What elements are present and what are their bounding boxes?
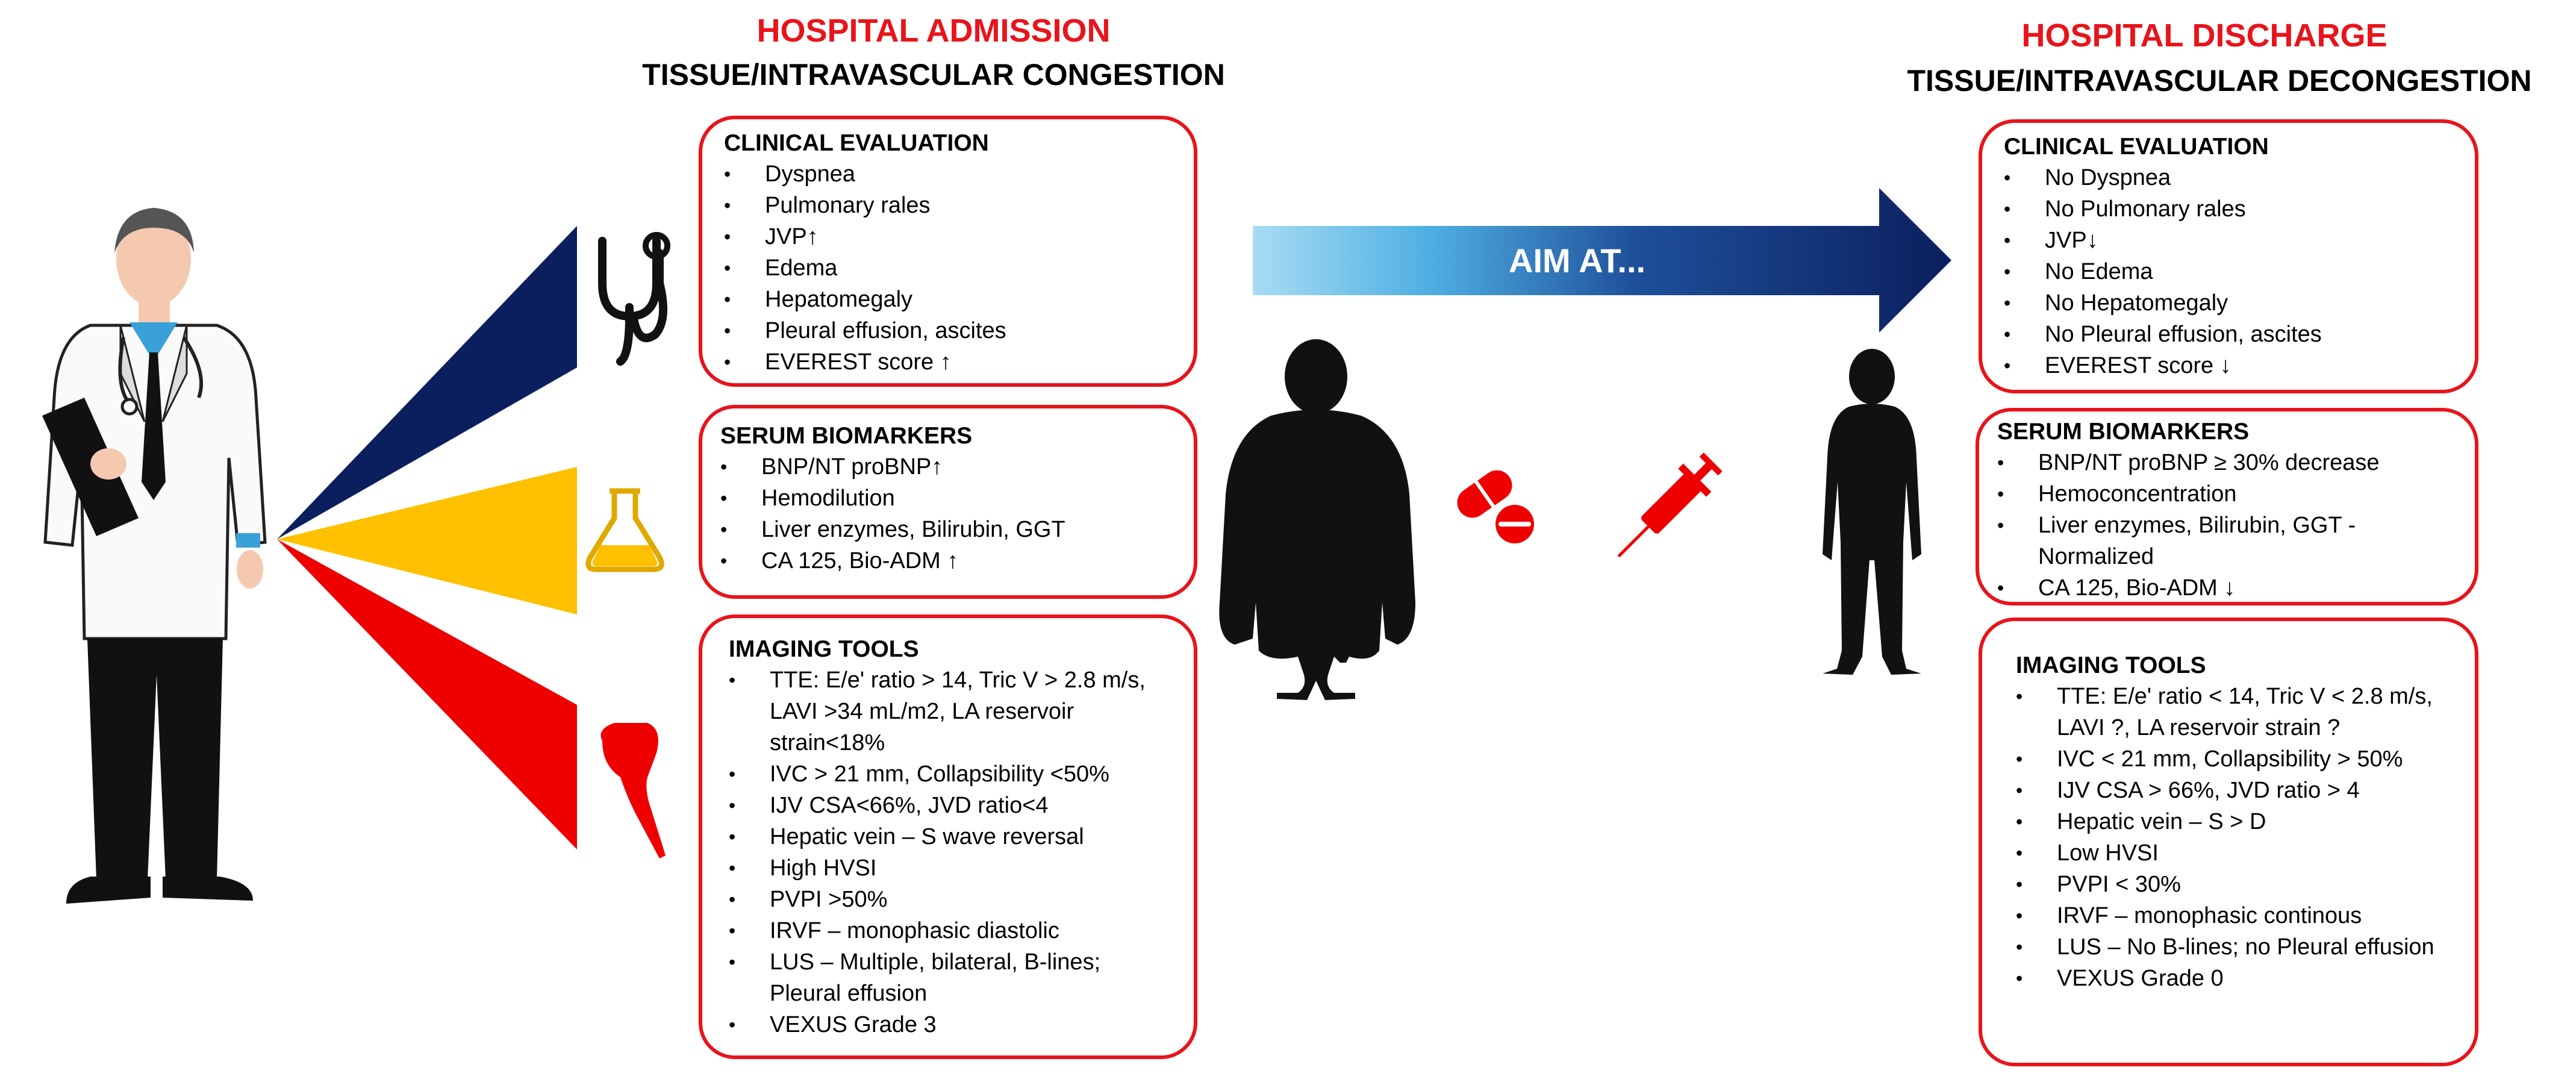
discharge-title: HOSPITAL DISCHARGE: [2021, 17, 2387, 54]
flask-icon: [588, 491, 662, 569]
list-item: • TTE: E/e' ratio > 14, Tric V > 2.8 m/s, LAVI >34 mL/m2, LA reservoir strain<18%: [729, 665, 1167, 758]
list-item: • Pleural effusion, ascites: [724, 315, 1172, 346]
list-item: • VEXUS Grade 0: [2016, 963, 2448, 994]
discharge-biomarkers-list: [1997, 447, 2457, 604]
admission-clinical-box: [699, 116, 1197, 387]
list-item: • IVC > 21 mm, Collapsibility <50%: [729, 758, 1167, 790]
list-item: • Dyspnea: [724, 158, 1172, 190]
list-item: • LUS – Multiple, bilateral, B-lines; Pleural effusion: [729, 946, 1167, 1009]
list-item: • Edema: [724, 252, 1172, 284]
admission-imaging-box: [699, 614, 1197, 1059]
aim-arrow-label: AIM AT...: [1509, 242, 1646, 280]
list-item: • IJV CSA > 66%, JVD ratio > 4: [2016, 775, 2448, 806]
list-item: • CA 125, Bio-ADM ↓: [1997, 572, 2457, 604]
list-item: • No Edema: [2004, 256, 2453, 287]
list-item: • No Hepatomegaly: [2004, 287, 2453, 319]
list-item: • PVPI < 30%: [2016, 869, 2448, 900]
yellow-wedge: [277, 467, 577, 614]
list-item: • Hemoconcentration: [1997, 478, 2457, 510]
slim-person-icon: [1823, 349, 1921, 675]
discharge-subtitle: TISSUE/INTRAVASCULAR DECONGESTION: [1907, 64, 2532, 98]
list-item: • IJV CSA<66%, JVD ratio<4: [729, 790, 1167, 821]
admission-clinical-list: [724, 158, 1172, 378]
list-item: • No Dyspnea: [2004, 162, 2453, 193]
list-item: • No Pleural effusion, ascites: [2004, 319, 2453, 350]
list-item: • LUS – No B-lines; no Pleural effusion: [2016, 931, 2448, 963]
list-item: • Hepatic vein – S > D: [2016, 806, 2448, 837]
discharge-imaging-box: [1979, 618, 2478, 1066]
list-item: • Hemodilution: [720, 483, 1176, 514]
admission-biomarkers-heading: SERUM BIOMARKERS: [720, 423, 973, 449]
list-item: • BNP/NT proBNP↑: [720, 451, 1176, 483]
admission-biomarkers-box: [699, 405, 1197, 599]
list-item: • EVEREST score ↑: [724, 346, 1172, 378]
pills-icon: [1452, 464, 1534, 543]
list-item: • JVP↓: [2004, 225, 2453, 256]
discharge-imaging-list: [2016, 681, 2448, 994]
list-item: • Hepatomegaly: [724, 284, 1172, 315]
list-item: • Hepatic vein – S wave reversal: [729, 821, 1167, 852]
list-item: • IRVF – monophasic continous: [2016, 900, 2448, 931]
admission-title: HOSPITAL ADMISSION: [756, 13, 1111, 49]
list-item: • BNP/NT proBNP ≥ 30% decrease: [1997, 447, 2457, 478]
admission-subtitle: TISSUE/INTRAVASCULAR CONGESTION: [642, 58, 1225, 92]
list-item: • Pulmonary rales: [724, 190, 1172, 221]
list-item: • VEXUS Grade 3: [729, 1009, 1167, 1040]
ultrasound-probe-icon: [601, 723, 666, 858]
admission-imaging-list: [729, 665, 1167, 1040]
admission-imaging-heading: IMAGING TOOLS: [729, 636, 919, 662]
admission-biomarkers-list: [720, 451, 1176, 577]
list-item: • Liver enzymes, Bilirubin, GGT - Normalized: [1997, 510, 2457, 572]
list-item: • No Pulmonary rales: [2004, 193, 2453, 225]
discharge-biomarkers-box: [1976, 408, 2478, 605]
list-item: • JVP↑: [724, 221, 1172, 252]
discharge-clinical-box: [1979, 119, 2478, 393]
discharge-imaging-heading: IMAGING TOOLS: [2016, 652, 2206, 678]
list-item: • IVC < 21 mm, Collapsibility > 50%: [2016, 743, 2448, 775]
doctor-icon: [42, 208, 265, 904]
list-item: • IRVF – monophasic diastolic: [729, 915, 1167, 946]
obese-person-icon: [1219, 339, 1415, 700]
list-item: • High HVSI: [729, 852, 1167, 884]
list-item: • PVPI >50%: [729, 884, 1167, 915]
list-item: • CA 125, Bio-ADM ↑: [720, 545, 1176, 577]
admission-clinical-heading: CLINICAL EVALUATION: [724, 130, 989, 156]
discharge-biomarkers-heading: SERUM BIOMARKERS: [1997, 419, 2250, 445]
list-item: • EVEREST score ↓: [2004, 350, 2453, 381]
discharge-clinical-list: [2004, 162, 2453, 381]
list-item: • Low HVSI: [2016, 837, 2448, 869]
stethoscope-icon: [602, 235, 667, 361]
list-item: • Liver enzymes, Bilirubin, GGT: [720, 514, 1176, 545]
discharge-clinical-heading: CLINICAL EVALUATION: [2004, 134, 2269, 160]
syringe-icon: [1605, 448, 1727, 571]
list-item: • TTE: E/e' ratio < 14, Tric V < 2.8 m/s, LAVI ?, LA reservoir strain ?: [2016, 681, 2448, 743]
